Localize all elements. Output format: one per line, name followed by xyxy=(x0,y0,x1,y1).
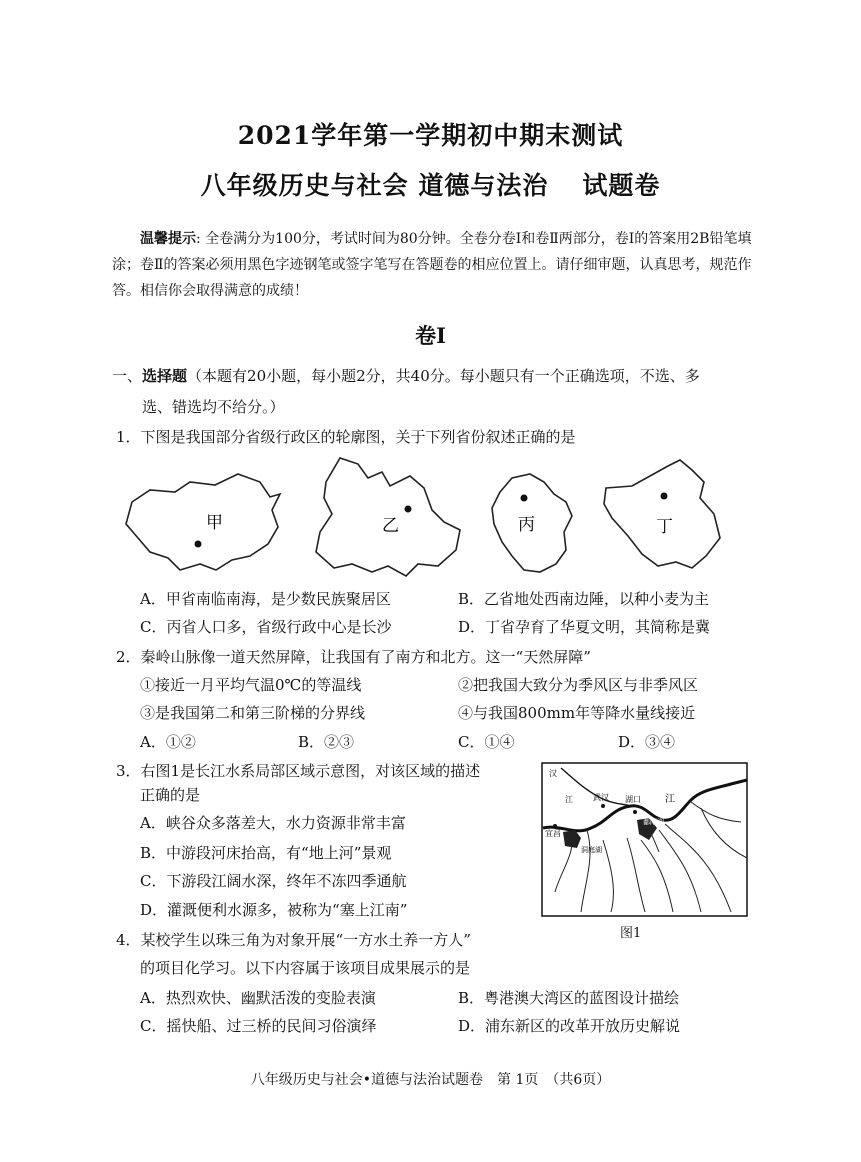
q3-stem-1: 3．右图1是长江水系局部区域示意图，对该区域的描述 xyxy=(116,762,481,780)
q4-stem-2: 的项目化学习。以下内容属于该项目成果展示的是 xyxy=(140,959,471,977)
map-province-yi xyxy=(316,458,460,576)
section-name: 选择题 xyxy=(142,367,188,385)
q4-option-c: C．摇快船、过三桥的民间习俗演绎 xyxy=(140,1017,377,1035)
q1-option-b: B．乙省地处西南边陲，以种小麦为主 xyxy=(458,590,710,608)
q2-option-d: D．③④ xyxy=(618,733,676,751)
q2-statement-1: ①接近一月平均气温0℃的等温线 xyxy=(140,676,362,694)
section-heading xyxy=(112,365,700,386)
exam-subject: 八年级历史与社会 道德与法治 xyxy=(200,171,549,200)
q1-option-a: A．甲省南临南海，是少数民族聚居区 xyxy=(140,590,391,608)
fig1-caption: 图1 xyxy=(620,926,642,941)
volume-title: 卷Ⅰ xyxy=(415,323,446,348)
map-label-ding: 丁 xyxy=(656,517,673,537)
map-label-bing: 丙 xyxy=(518,515,535,535)
q3-option-a: A．峡谷众多落差大，水力资源非常丰富 xyxy=(140,814,406,832)
exam-paper-type: 试题卷 xyxy=(582,171,661,200)
fig1-label-poyang: 鄱阳湖 xyxy=(643,818,664,826)
q2-option-a: A．①② xyxy=(140,733,196,751)
q3-option-c: C．下游段江阔水深，终年不冻四季通航 xyxy=(140,872,407,890)
q3-stem-2: 正确的是 xyxy=(140,786,201,804)
page-footer: 八年级历史与社会•道德与法治试题卷 第 1页 （共6页） xyxy=(250,1072,611,1088)
q1-option-c: C．丙省人口多，省级行政中心是长沙 xyxy=(140,618,392,636)
fig1-label-jiang-2: 江 xyxy=(665,794,675,805)
q3-option-b: B．中游段河床抬高，有“地上河”景观 xyxy=(140,844,392,862)
q2-option-c: C．①④ xyxy=(458,733,515,751)
section-desc-2: 选、错选均不给分。） xyxy=(142,398,285,416)
section-number: 一、 xyxy=(112,367,143,385)
fig1-label-yichang: 宜昌 xyxy=(545,829,561,838)
q2-statement-2: ②把我国大致分为季风区与非季风区 xyxy=(458,676,699,694)
exam-subtitle xyxy=(0,166,861,202)
province-outline-maps xyxy=(120,452,740,582)
fig1-label-hukou: 湖口 xyxy=(625,795,641,804)
q4-stem-1: 4．某校学生以珠三角为对象开展“一方水土养一方人” xyxy=(116,931,471,949)
exam-tip xyxy=(112,226,752,304)
q2-option-b: B．②③ xyxy=(298,733,355,751)
fig1-label-jiang-1: 江 xyxy=(565,795,573,804)
q2-statement-3: ③是我国第二和第三阶梯的分界线 xyxy=(140,704,366,722)
section-desc-1: （本题有20小题，每小题2分，共40分。每小题只有一个正确选项，不选、多 xyxy=(187,367,700,385)
q2-statement-4: ④与我国800mm年等降水量线接近 xyxy=(458,704,696,722)
q4-option-d: D．浦东新区的改革开放历史解说 xyxy=(458,1017,681,1035)
q4-option-b: B．粤港澳大湾区的蓝图设计描绘 xyxy=(458,989,680,1007)
q1-option-d: D．丁省孕育了华夏文明，其简称是冀 xyxy=(458,618,711,636)
yangtze-river-map xyxy=(541,762,748,917)
map-label-jia: 甲 xyxy=(206,513,223,533)
tip-text: : 全卷满分为100分，考试时间为80分钟。全卷分卷Ⅰ和卷Ⅱ两部分，卷Ⅰ的答案用2B铅笔填涂；卷Ⅱ的答案必须用黑色字迹钢笔或签字笔写在答题卷的相应位置上。请仔细审题，认真思考，规范作答。相信你会取得满意的成绩！ xyxy=(112,231,752,299)
map-label-yi: 乙 xyxy=(382,516,399,536)
map-province-jia xyxy=(126,474,280,570)
map-province-ding xyxy=(604,460,720,568)
q4-option-a: A．热烈欢快、幽默活泼的变脸表演 xyxy=(140,989,376,1007)
exam-title: 2021学年第一学期初中期末测试 xyxy=(237,121,624,150)
fig1-label-han: 汉 xyxy=(549,769,557,778)
q2-stem: 2．秦岭山脉像一道天然屏障，让我国有了南方和北方。这一“天然屏障” xyxy=(116,648,591,666)
map-province-bing xyxy=(492,474,572,572)
q1-stem: 1．下图是我国部分省级行政区的轮廓图，关于下列省份叙述正确的是 xyxy=(116,428,576,446)
q3-option-d: D．灌溉便利水源多，被称为“塞上江南” xyxy=(140,901,408,919)
fig1-label-dongting: 洞庭湖 xyxy=(581,846,602,854)
fig1-label-wuhan: 武汉 xyxy=(593,793,609,802)
tip-label: 温馨提示 xyxy=(140,231,196,247)
